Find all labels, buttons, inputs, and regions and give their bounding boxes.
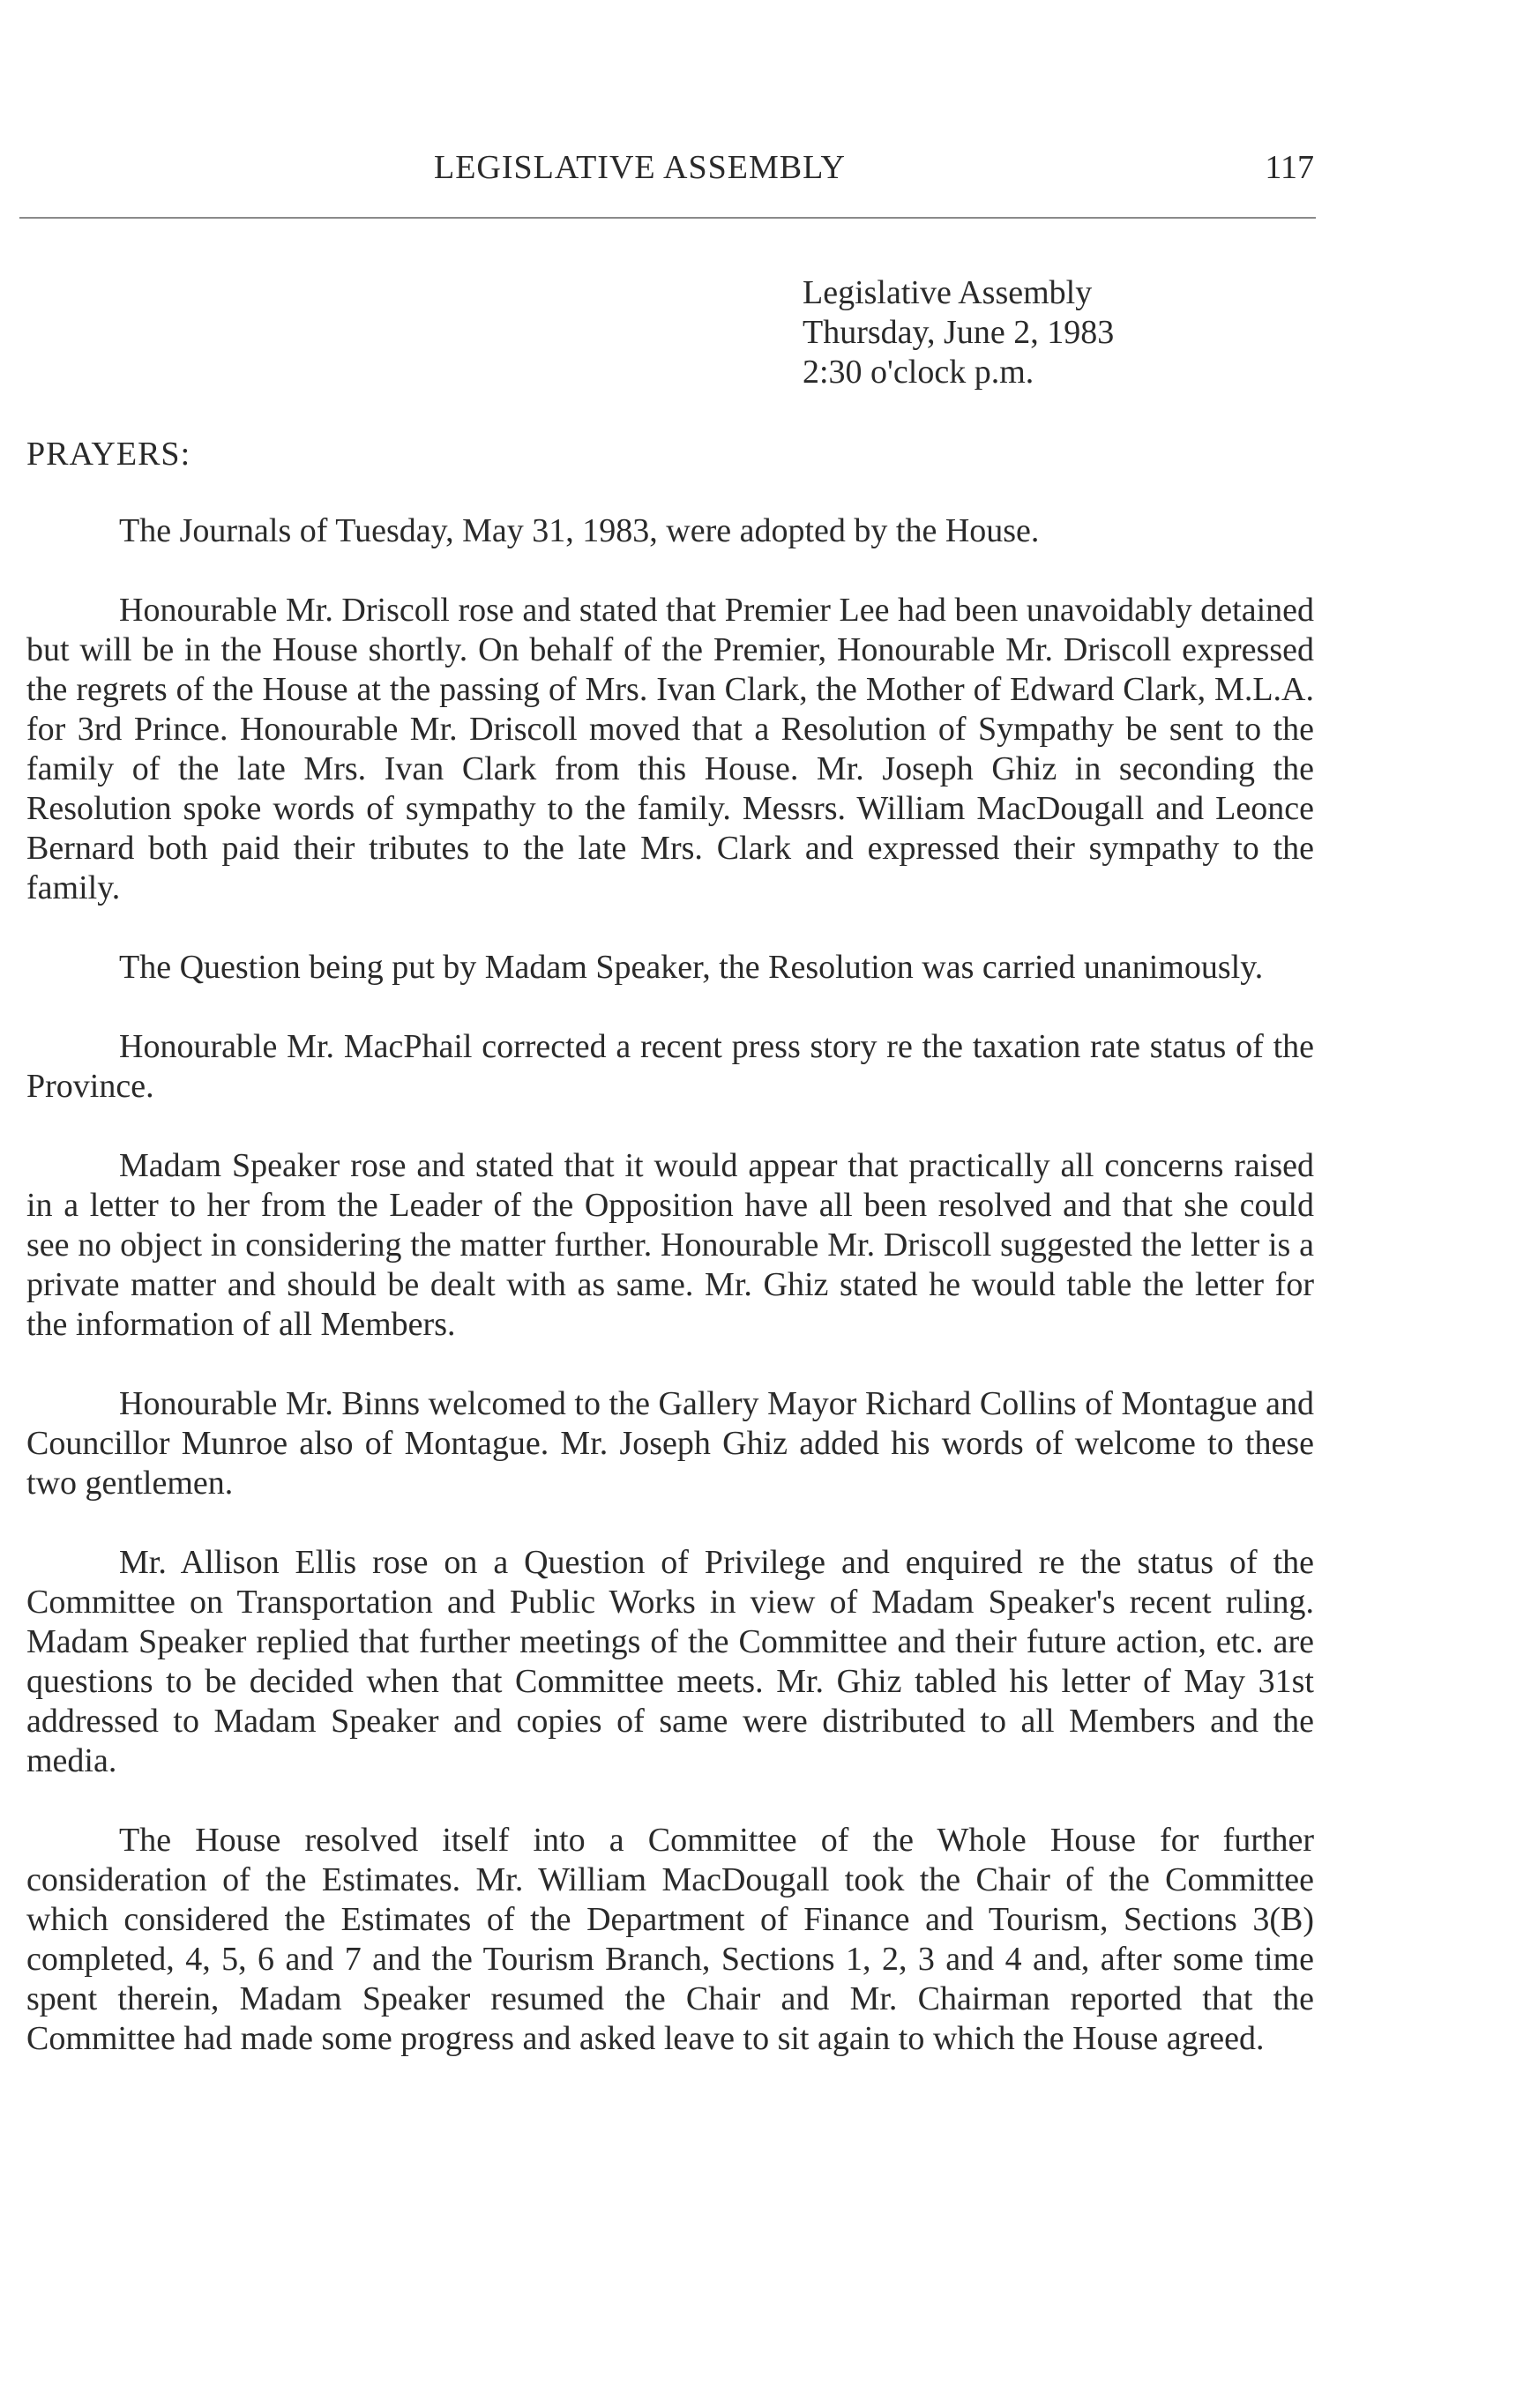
paragraph-gallery-welcome: Honourable Mr. Binns welcomed to the Gallery Mayor Richard Collins of Montague and Councillor Munroe also of Montague. Mr. Joseph Ghiz added his words of welcome to these two gentlemen.	[26, 1385, 1314, 1502]
running-title: LEGISLATIVE ASSEMBLY	[434, 149, 846, 186]
paragraph-question-of-privilege: Mr. Allison Ellis rose on a Question of Privilege and enquired re the status of the Committee on Transportation and Public Works in view of Madam Speaker's recent ruling. Madam Speaker replied that further meetings of the Committee and their future action, etc. are questions to be decided when that Committee meets. Mr. Ghiz tabled his letter of May 31st addressed to Madam Speaker and copies of same were distributed to all Members and the media.	[26, 1544, 1314, 1779]
sitting-time: 2:30 o'clock p.m.	[803, 354, 1034, 391]
paragraph-opposition-letter: Madam Speaker rose and stated that it would appear that practically all concerns raised in a letter to her from the Leader of the Opposition have all been resolved and that she could see no object in considering the matter further. Honourable Mr. Driscoll suggested the letter is a private matter and should be dealt with as same. Mr. Ghiz stated he would table the letter for the information of all Members.	[26, 1147, 1314, 1343]
paragraph-journals-adopted: The Journals of Tuesday, May 31, 1983, were adopted by the House.	[119, 512, 1040, 549]
paragraph-resolution-carried: The Question being put by Madam Speaker, the Resolution was carried unanimously.	[119, 949, 1264, 986]
running-head	[26, 141, 1314, 194]
sitting-info	[803, 273, 1114, 392]
prayers-heading: PRAYERS:	[26, 436, 191, 473]
journal-body	[26, 511, 1314, 2099]
header-rule	[19, 217, 1316, 219]
paragraph-committee-of-whole: The House resolved itself into a Committee of the Whole House for further consideration of the Estimates. Mr. William MacDougall took the Chair of the Committee which considered the Estimates of the Department of Finance and Tourism, Sections 3(B) completed, 4, 5, 6 and 7 and the Tourism Branch, Sections 1, 2, 3 and 4 and, after some time spent therein, Madam Speaker resumed the Chair and Mr. Chairman reported that the Committee had made some progress and asked leave to sit again to which the House agreed.	[26, 1822, 1314, 2057]
sitting-date: Thursday, June 2, 1983	[803, 314, 1115, 351]
page-number: 117	[1265, 149, 1314, 186]
paragraph-press-story: Honourable Mr. MacPhail corrected a recent press story re the taxation rate status of the Province.	[26, 1028, 1314, 1105]
sitting-body: Legislative Assembly	[803, 274, 1093, 311]
paragraph-resolution-of-sympathy: Honourable Mr. Driscoll rose and stated that Premier Lee had been unavoidably detained but will be in the House shortly. On behalf of the Premier, Honourable Mr. Driscoll expressed the regrets of the House at the passing of Mrs. Ivan Clark, the Mother of Edward Clark, M.L.A. for 3rd Prince. Honourable Mr. Driscoll moved that a Resolution of Sympathy be sent to the family of the late Mrs. Ivan Clark from this House. Mr. Joseph Ghiz in seconding the Resolution spoke words of sympathy to the family. Messrs. William MacDougall and Leonce Bernard both paid their tributes to the late Mrs. Clark and expressed their sympathy to the family.	[26, 592, 1314, 906]
